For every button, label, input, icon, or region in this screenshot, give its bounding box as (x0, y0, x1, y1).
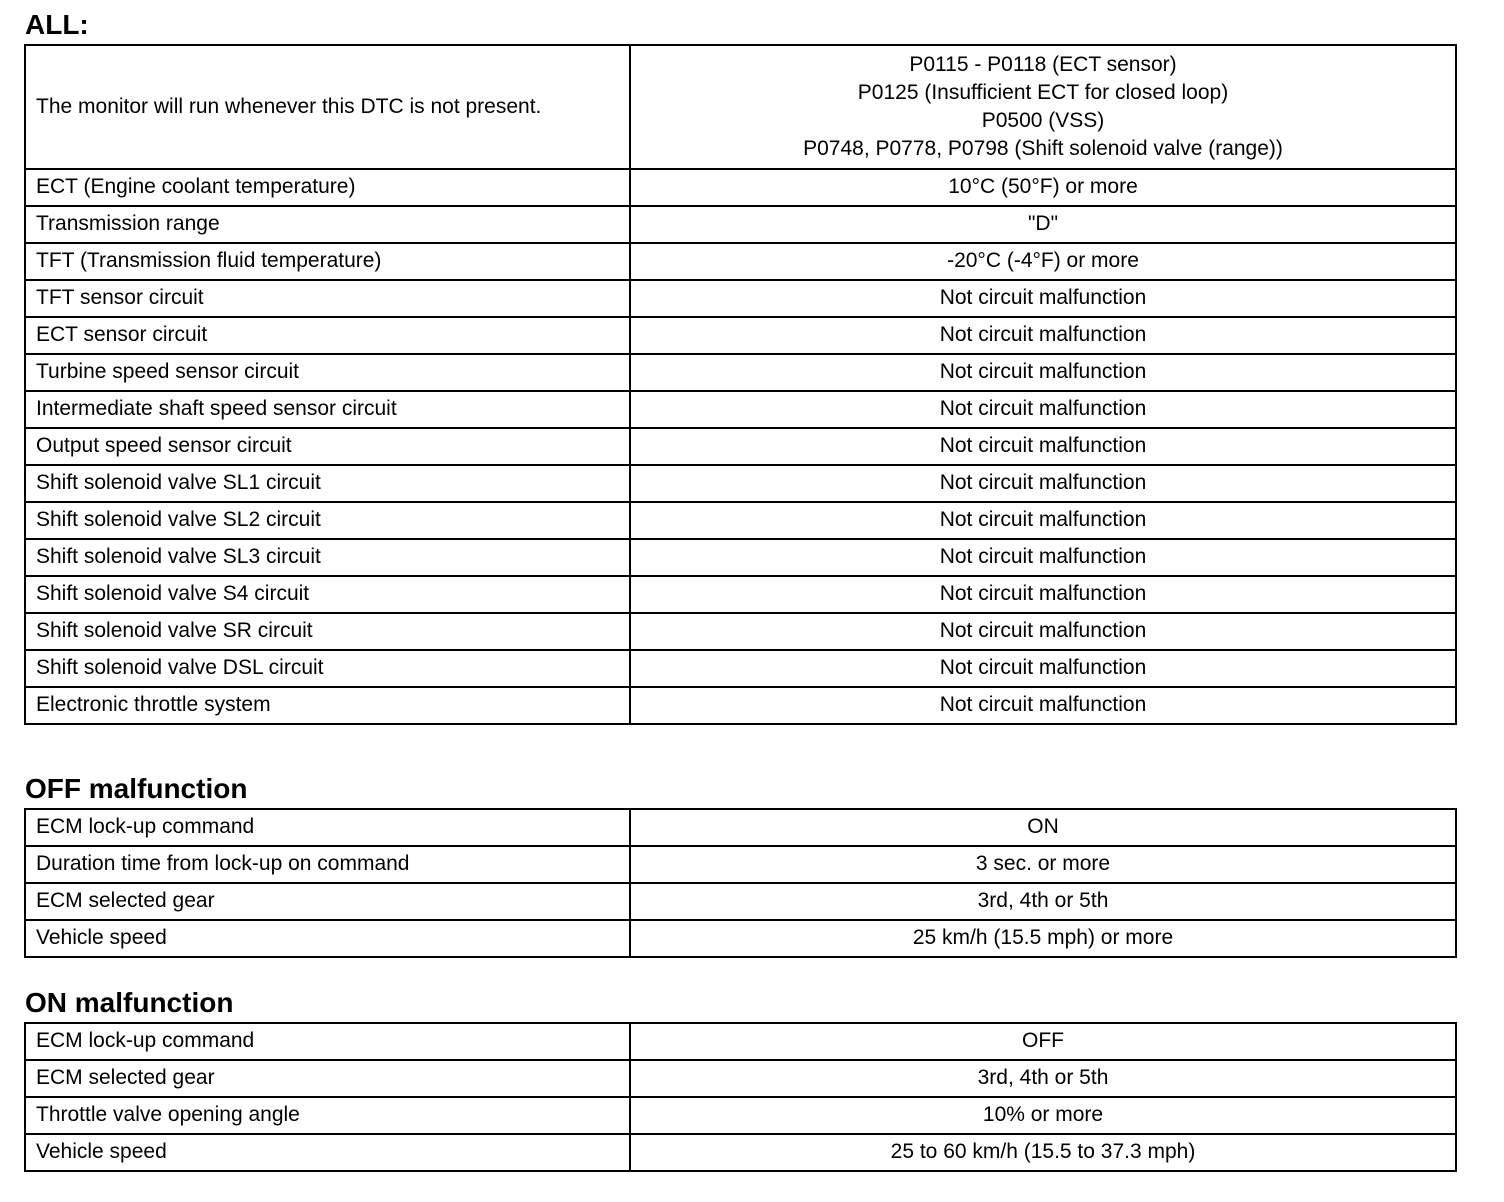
dtc-line: P0500 (VSS) (981, 109, 1105, 132)
dtc-line: P0115 - P0118 (ECT sensor) (909, 53, 1177, 76)
condition-label: Turbine speed sensor circuit (25, 354, 630, 391)
condition-label: Output speed sensor circuit (25, 428, 630, 465)
condition-value: -20°C (-4°F) or more (630, 243, 1456, 280)
table-row (25, 883, 1456, 920)
condition-value: Not circuit malfunction (630, 465, 1456, 502)
table-row (25, 280, 1456, 317)
table-row (25, 1097, 1456, 1134)
condition-value: OFF (630, 1023, 1456, 1060)
condition-value: Not circuit malfunction (630, 317, 1456, 354)
condition-value: Not circuit malfunction (630, 650, 1456, 687)
dtc-row-label: The monitor will run whenever this DTC is not present. (25, 45, 630, 169)
condition-value: Not circuit malfunction (630, 502, 1456, 539)
condition-value: 25 km/h (15.5 mph) or more (630, 920, 1456, 957)
section-heading-off-malfunction: OFF malfunction (25, 773, 248, 804)
off-malfunction-body (25, 809, 1456, 957)
condition-value: ON (630, 809, 1456, 846)
condition-value: Not circuit malfunction (630, 613, 1456, 650)
table-row (25, 206, 1456, 243)
table-row (25, 576, 1456, 613)
condition-value: Not circuit malfunction (630, 354, 1456, 391)
table-row (25, 920, 1456, 957)
condition-label: Shift solenoid valve SL2 circuit (25, 502, 630, 539)
condition-value: 3rd, 4th or 5th (630, 883, 1456, 920)
condition-label: Shift solenoid valve S4 circuit (25, 576, 630, 613)
table-row (25, 539, 1456, 576)
condition-label: ECT (Engine coolant temperature) (25, 169, 630, 206)
table-row (25, 502, 1456, 539)
table-row (25, 354, 1456, 391)
condition-value: "D" (630, 206, 1456, 243)
condition-value: 3rd, 4th or 5th (630, 1060, 1456, 1097)
condition-label: Shift solenoid valve SL3 circuit (25, 539, 630, 576)
table-row (25, 1023, 1456, 1060)
table-row (25, 809, 1456, 846)
condition-label: ECT sensor circuit (25, 317, 630, 354)
condition-value: Not circuit malfunction (630, 391, 1456, 428)
condition-value: Not circuit malfunction (630, 428, 1456, 465)
condition-label: TFT (Transmission fluid temperature) (25, 243, 630, 280)
condition-label: ECM selected gear (25, 883, 630, 920)
condition-label: ECM lock-up command (25, 809, 630, 846)
dtc-line: P0748, P0778, P0798 (Shift solenoid valve (range)) (803, 137, 1283, 160)
condition-label: Vehicle speed (25, 1134, 630, 1171)
condition-value: Not circuit malfunction (630, 576, 1456, 613)
dtc-line: P0125 (Insufficient ECT for closed loop) (857, 81, 1229, 104)
condition-label: Vehicle speed (25, 920, 630, 957)
condition-value: Not circuit malfunction (630, 687, 1456, 724)
on-malfunction-body (25, 1023, 1456, 1171)
off-malfunction-table (24, 808, 1457, 958)
condition-label: ECM selected gear (25, 1060, 630, 1097)
table-row (25, 243, 1456, 280)
condition-value: 3 sec. or more (630, 846, 1456, 883)
condition-value: 25 to 60 km/h (15.5 to 37.3 mph) (630, 1134, 1456, 1171)
table-row (25, 1060, 1456, 1097)
on-malfunction-table (24, 1022, 1457, 1172)
dtc-row-value (630, 45, 1456, 169)
dtc-row (25, 45, 1456, 169)
all-conditions-body (25, 45, 1456, 724)
table-row (25, 1134, 1456, 1171)
table-row (25, 687, 1456, 724)
table-row (25, 428, 1456, 465)
condition-label: Transmission range (25, 206, 630, 243)
condition-label: Shift solenoid valve DSL circuit (25, 650, 630, 687)
table-row (25, 650, 1456, 687)
table-row (25, 613, 1456, 650)
condition-label: Intermediate shaft speed sensor circuit (25, 391, 630, 428)
condition-label: Throttle valve opening angle (25, 1097, 630, 1134)
condition-value: Not circuit malfunction (630, 539, 1456, 576)
condition-label: Shift solenoid valve SL1 circuit (25, 465, 630, 502)
condition-value: Not circuit malfunction (630, 280, 1456, 317)
section-heading-all: ALL: (25, 9, 89, 40)
table-row (25, 317, 1456, 354)
condition-value: 10°C (50°F) or more (630, 169, 1456, 206)
condition-label: TFT sensor circuit (25, 280, 630, 317)
table-row (25, 391, 1456, 428)
table-row (25, 169, 1456, 206)
condition-label: Shift solenoid valve SR circuit (25, 613, 630, 650)
condition-label: ECM lock-up command (25, 1023, 630, 1060)
condition-label: Electronic throttle system (25, 687, 630, 724)
condition-value: 10% or more (630, 1097, 1456, 1134)
section-heading-on-malfunction: ON malfunction (25, 987, 234, 1018)
table-row (25, 465, 1456, 502)
condition-label: Duration time from lock-up on command (25, 846, 630, 883)
table-row (25, 846, 1456, 883)
all-conditions-table (24, 44, 1457, 725)
